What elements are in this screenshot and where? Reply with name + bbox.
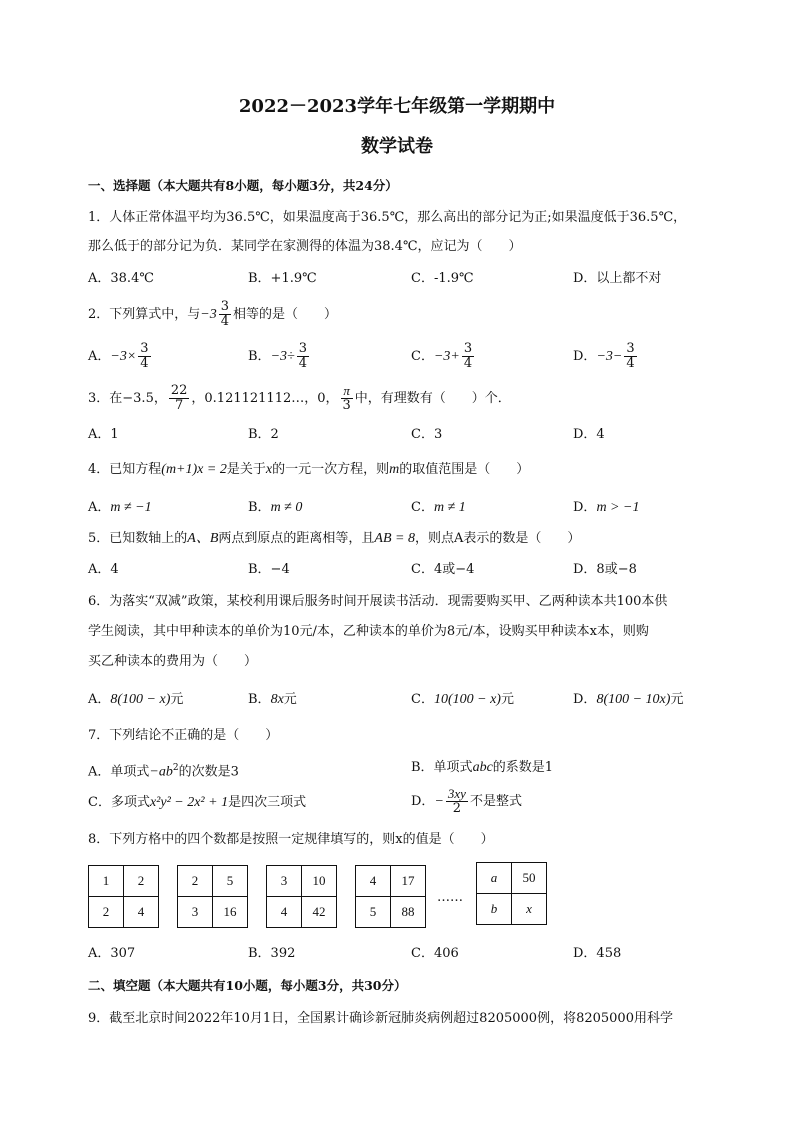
q3-option-c: C．3	[411, 427, 443, 442]
q2-option-a: A．−3× $\frac{3}{4}$	[88, 341, 149, 371]
grid-cell: 5	[213, 866, 248, 897]
grid-cell: a	[477, 863, 512, 894]
exam-title: 2022－2023学年七年级第一学期期中	[238, 96, 556, 117]
q1-line1: 1．人体正常体温平均为36.5℃，如果温度高于36.5℃，那么高出的部分记为正;如果温度低于36.5℃，	[88, 210, 687, 225]
grid-cell: 4	[267, 897, 302, 928]
q8-option-d: D．458	[573, 946, 622, 961]
number-grid-1	[88, 865, 159, 928]
q8-option-a: A．307	[88, 946, 136, 961]
q2-option-d: D．−3− $\frac{3}{4}$	[573, 341, 635, 371]
q8-option-b: B．392	[248, 946, 296, 961]
number-grid-2	[177, 865, 248, 928]
q7-option-d: D．− $\frac{3xy}{2}$ 不是整式	[411, 786, 522, 816]
q7-option-b: B．单项式abc的系数是1	[411, 760, 554, 775]
grid-cell: 16	[213, 897, 248, 928]
section-heading-fill: 二、填空题（本大题共有10小题，每小题3分，共30分）	[88, 978, 407, 993]
q3-stem: 3．在−3.5， $\frac{22}{7}$ ，0.121121112…，0， $\frac{\pi}{3}$ 中，有理数有（ ）个．	[88, 383, 511, 413]
q5-option-b: B．−4	[248, 562, 290, 577]
section-heading-choice: 一、选择题（本大题共有8小题，每小题3分，共24分）	[88, 178, 398, 193]
grid-cell: x	[512, 894, 547, 925]
q8-option-c: C．406	[411, 946, 459, 961]
q6-option-a: A．8(100 − x)元	[88, 692, 184, 707]
q5-option-c: C．4或−4	[411, 562, 475, 577]
q7-option-c: C．多项式x²y² − 2x² + 1是四次三项式	[88, 795, 307, 810]
number-grid-5	[476, 862, 547, 925]
q6-line1: 6．为落实“双减”政策，某校利用课后服务时间开展读书活动．现需要购买甲、乙两种读本共100本供	[88, 594, 668, 609]
exam-subtitle: 数学试卷	[361, 136, 433, 157]
q3-option-b: B．2	[248, 427, 279, 442]
q4-stem: 4．已知方程(m+1)x = 2是关于x的一元一次方程，则m的取值范围是（ ）	[88, 462, 530, 477]
q1-option-d: D．以上都不对	[573, 271, 662, 286]
grid-cell: 4	[124, 897, 159, 928]
number-grid-3	[266, 865, 337, 928]
grid-cell: 2	[89, 897, 124, 928]
grid-cell: 10	[302, 866, 337, 897]
q6-option-b: B．8x元	[248, 692, 297, 707]
q7-option-a: A．单项式$-ab^2$的次数是3	[88, 763, 239, 780]
q3-option-d: D．4	[573, 427, 605, 442]
q1-line2: 那么低于的部分记为负．某同学在家测得的体温为38.4℃，应记为（ ）	[88, 239, 522, 254]
q2-option-c: C．−3+ $\frac{3}{4}$	[411, 341, 473, 371]
grid-cell: 88	[391, 897, 426, 928]
q6-option-d: D．8(100 − 10x)元	[573, 692, 684, 707]
q3-option-a: A．1	[88, 427, 119, 442]
q4-option-d: D．m > −1	[573, 500, 640, 515]
grid-cell: 5	[356, 897, 391, 928]
grid-cell: 4	[356, 866, 391, 897]
grid-cell: 3	[178, 897, 213, 928]
grid-cell: 2	[178, 866, 213, 897]
q1-option-c: C．-1.9℃	[411, 271, 474, 286]
q5-option-a: A．4	[88, 562, 119, 577]
q1-option-b: B．+1.9℃	[248, 271, 317, 286]
q6-line3: 买乙种读本的费用为（ ）	[88, 654, 258, 669]
q5-option-d: D．8或−8	[573, 562, 637, 577]
q4-option-c: C．m ≠ 1	[411, 500, 466, 515]
q7-stem: 7．下列结论不正确的是（ ）	[88, 728, 279, 743]
number-grid-4	[355, 865, 426, 928]
grid-cell: 1	[89, 866, 124, 897]
q6-line2: 学生阅读，其中甲种读本的单价为10元/本，乙种读本的单价为8元/本，设购买甲种读本x本，则购	[88, 624, 649, 639]
grid-cell: b	[477, 894, 512, 925]
q9-line1: 9．截至北京时间2022年10月1日，全国累计确诊新冠肺炎病例超过8205000例，将8205000用科学	[88, 1011, 673, 1026]
grid-cell: 50	[512, 863, 547, 894]
grid-cell: 3	[267, 866, 302, 897]
q6-option-c: C．10(100 − x)元	[411, 692, 514, 707]
grid-cell: 17	[391, 866, 426, 897]
q1-option-a: A．38.4℃	[88, 271, 154, 286]
q8-stem: 8．下列方格中的四个数都是按照一定规律填写的，则x的值是（ ）	[88, 832, 494, 847]
q4-option-b: B．m ≠ 0	[248, 500, 303, 515]
q2-option-b: B．−3÷ $\frac{3}{4}$	[248, 341, 307, 371]
q5-stem: 5．已知数轴上的A、B两点到原点的距离相等，且AB = 8，则点A表示的数是（ ）	[88, 531, 581, 546]
grid-cell: 2	[124, 866, 159, 897]
sequence-ellipsis: ……	[437, 890, 463, 905]
q2-stem: 2．下列算式中，与−3 $\frac{3}{4}$ 相等的是（ ）	[88, 299, 338, 329]
grid-cell: 42	[302, 897, 337, 928]
q4-option-a: A．m ≠ −1	[88, 500, 152, 515]
